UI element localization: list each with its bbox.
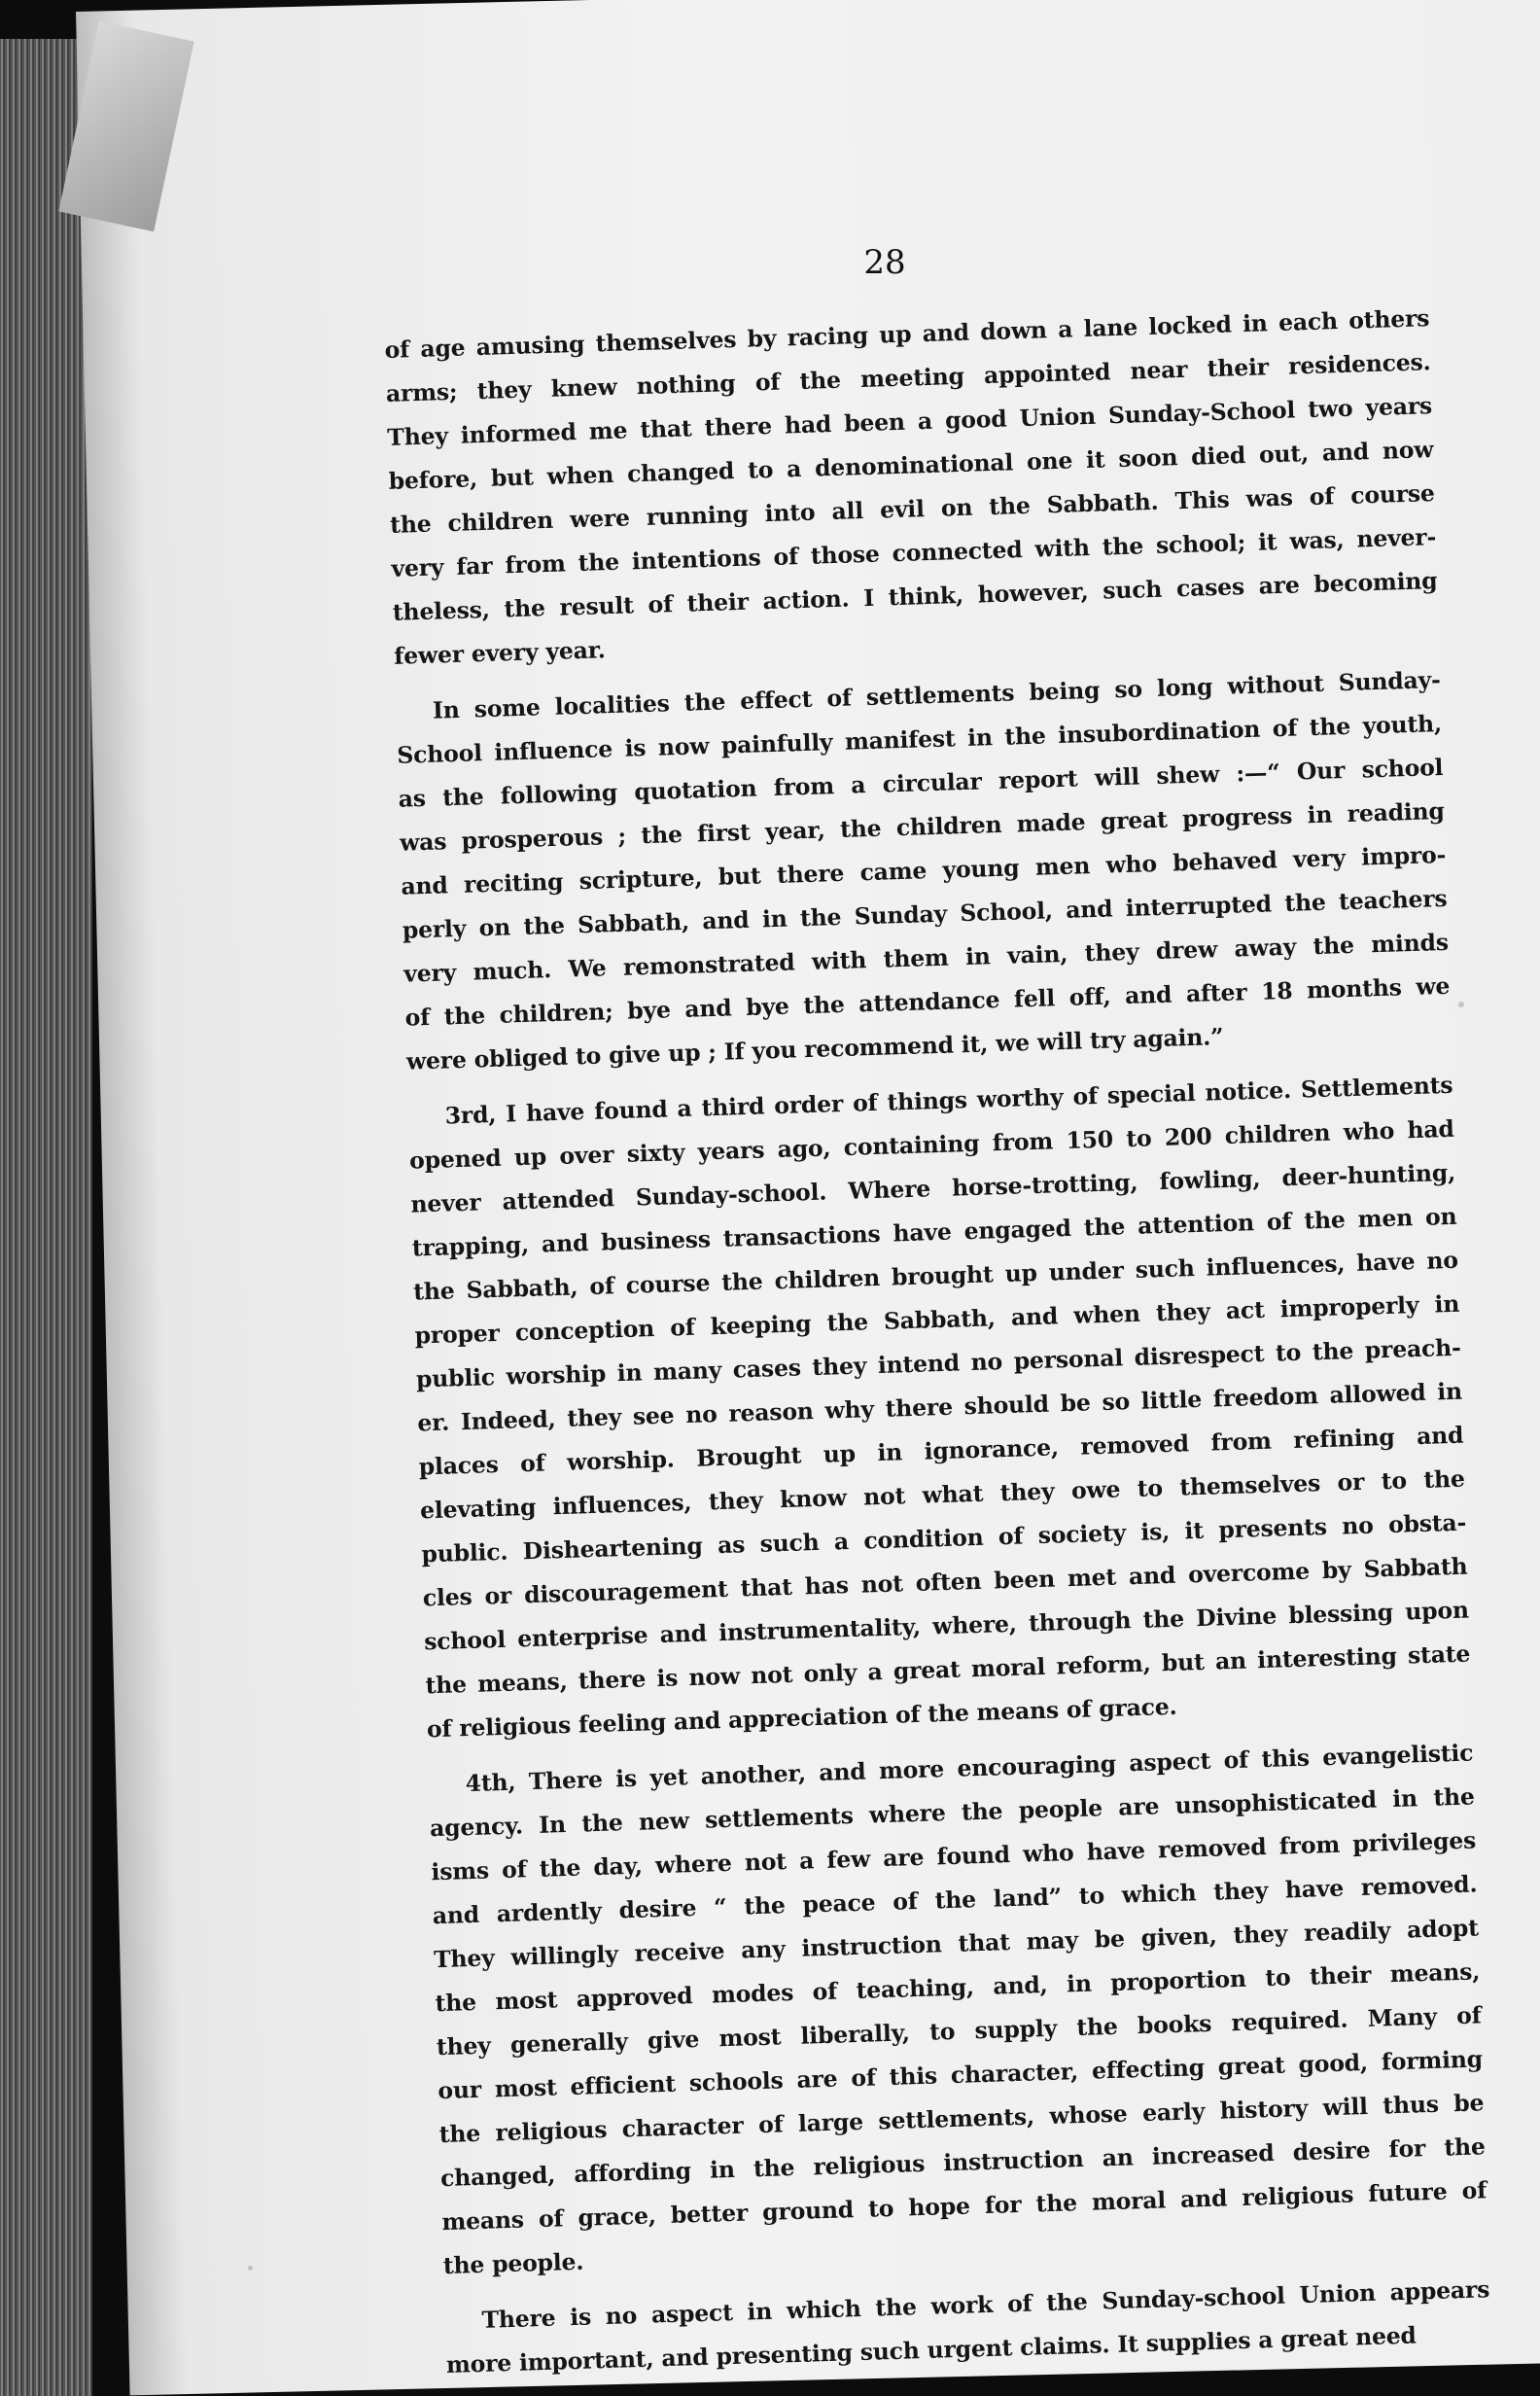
- text-line: proper conception of keeping the Sabbath, and when they act improperly in: [414, 1289, 1460, 1350]
- text-line: They willingly receive any instruction that may be given, they readily adopt: [433, 1914, 1480, 1974]
- text-line: the religious character of large settlements, whose early history will thus be: [438, 2089, 1485, 2149]
- text-line: They informed me that there had been a good Union Sunday-School two years: [386, 392, 1433, 451]
- text-line: were obliged to give up ; If you recommend it, we will try again.”: [405, 1022, 1224, 1075]
- text-line: opened up over sixty years ago, containing from 150 to 200 children who had: [408, 1114, 1455, 1175]
- text-line: trapping, and business transactions have engaged the attention of the men on: [411, 1202, 1457, 1262]
- ink-speck: [1458, 1002, 1464, 1007]
- body-text: [384, 297, 1491, 2387]
- text-line: the people.: [442, 2247, 584, 2280]
- text-line: was prosperous ; the first year, the children made great progress in reading: [399, 796, 1446, 857]
- text-line: very much. We remonstrated with them in vain, they drew away the minds: [402, 928, 1450, 988]
- text-line: In some localities the effect of settlements being so long without Sunday-: [432, 665, 1441, 724]
- paragraph: [395, 658, 1452, 1084]
- text-line: arms; they knew nothing of the meeting appointed near their residences.: [385, 348, 1431, 407]
- text-line: elevating influences, they know not what they owe to themselves or to the: [419, 1464, 1466, 1525]
- text-line: school enterprise and instrumentality, where, through the Divine blessing upon: [423, 1596, 1470, 1656]
- text-line: the means, there is now not only a great moral reform, but an interesting state: [425, 1639, 1471, 1700]
- text-line: as the following quotation from a circular report will shew :—“ Our school: [398, 753, 1444, 813]
- text-line: more important, and presenting such urgent claims. It supplies a great need: [445, 2321, 1418, 2379]
- text-line: 4th, There is yet another, and more encouraging aspect of this evangelistic: [465, 1739, 1474, 1798]
- text-line: School influence is now painfully manifest in the insubordination of the youth,: [396, 709, 1443, 769]
- text-line: of the children; bye and bye the attendance fell off, and after 18 months we: [404, 971, 1451, 1032]
- text-line: places of worship. Brought up in ignorance, removed from refining and: [418, 1421, 1464, 1481]
- text-line: 3rd, I have found a third order of things worthy of special notice. Settlements: [444, 1071, 1453, 1130]
- text-line: public. Disheartening as such a condition of society is, it presents no obsta-: [421, 1508, 1467, 1568]
- text-line: very far from the intentions of those connected with the school; it was, never-: [391, 523, 1437, 582]
- text-line: before, but when changed to a denominational one it soon died out, and now: [388, 436, 1434, 495]
- text-line: of religious feeling and appreciation of the means of grace.: [426, 1692, 1177, 1744]
- text-line: isms of the day, where not a few are found who have removed from privileges: [431, 1826, 1477, 1886]
- text-line: our most efficient schools are of this character, effecting great good, forming: [437, 2045, 1484, 2105]
- text-line: the children were running into all evil on the Sabbath. This was of course: [389, 479, 1436, 539]
- text-line: There is no aspect in which the work of the Sunday-school Union appears: [481, 2275, 1490, 2334]
- paragraph: [384, 297, 1439, 679]
- book-spine-edge: [0, 39, 92, 2396]
- text-line: means of grace, better ground to hope for the moral and religious future of: [441, 2176, 1488, 2237]
- paragraph: [407, 1064, 1472, 1752]
- text-line: agency. In the new settlements where the people are unsophisticated in the: [429, 1782, 1476, 1843]
- text-line: perly on the Sabbath, and in the Sunday School, and interrupted the teachers: [402, 884, 1448, 944]
- text-line: the Sabbath, of course the children brought up under such influences, have no: [412, 1246, 1459, 1306]
- text-line: theless, the result of their action. I think, however, such cases are becoming: [392, 567, 1438, 626]
- page-number: 28: [863, 243, 906, 282]
- paragraph: [428, 1731, 1488, 2288]
- text-line: of age amusing themselves by racing up and down a lane locked in each others: [384, 304, 1430, 364]
- text-line: never attended Sunday-school. Where horse-trotting, fowling, deer-hunting,: [410, 1158, 1456, 1218]
- text-line: they generally give most liberally, to supply the books required. Many of: [436, 2001, 1482, 2061]
- text-line: changed, affording in the religious instruction an increased desire for the: [439, 2132, 1487, 2193]
- text-line: the most approved modes of teaching, and, in proportion to their means,: [435, 1957, 1481, 2018]
- ink-speck: [248, 2266, 253, 2271]
- text-line: and reciting scripture, but there came young men who behaved very impro-: [401, 840, 1447, 900]
- text-line: cles or discouragement that has not often been met and overcome by Sabbath: [422, 1552, 1468, 1612]
- text-line: and ardently desire “ the peace of the land” to which they have removed.: [432, 1870, 1478, 1930]
- text-line: fewer every year.: [393, 636, 607, 670]
- text-line: er. Indeed, they see no reason why there should be so little freedom allowed in: [416, 1377, 1463, 1437]
- text-line: public worship in many cases they intend no personal disrespect to the preach-: [415, 1333, 1461, 1393]
